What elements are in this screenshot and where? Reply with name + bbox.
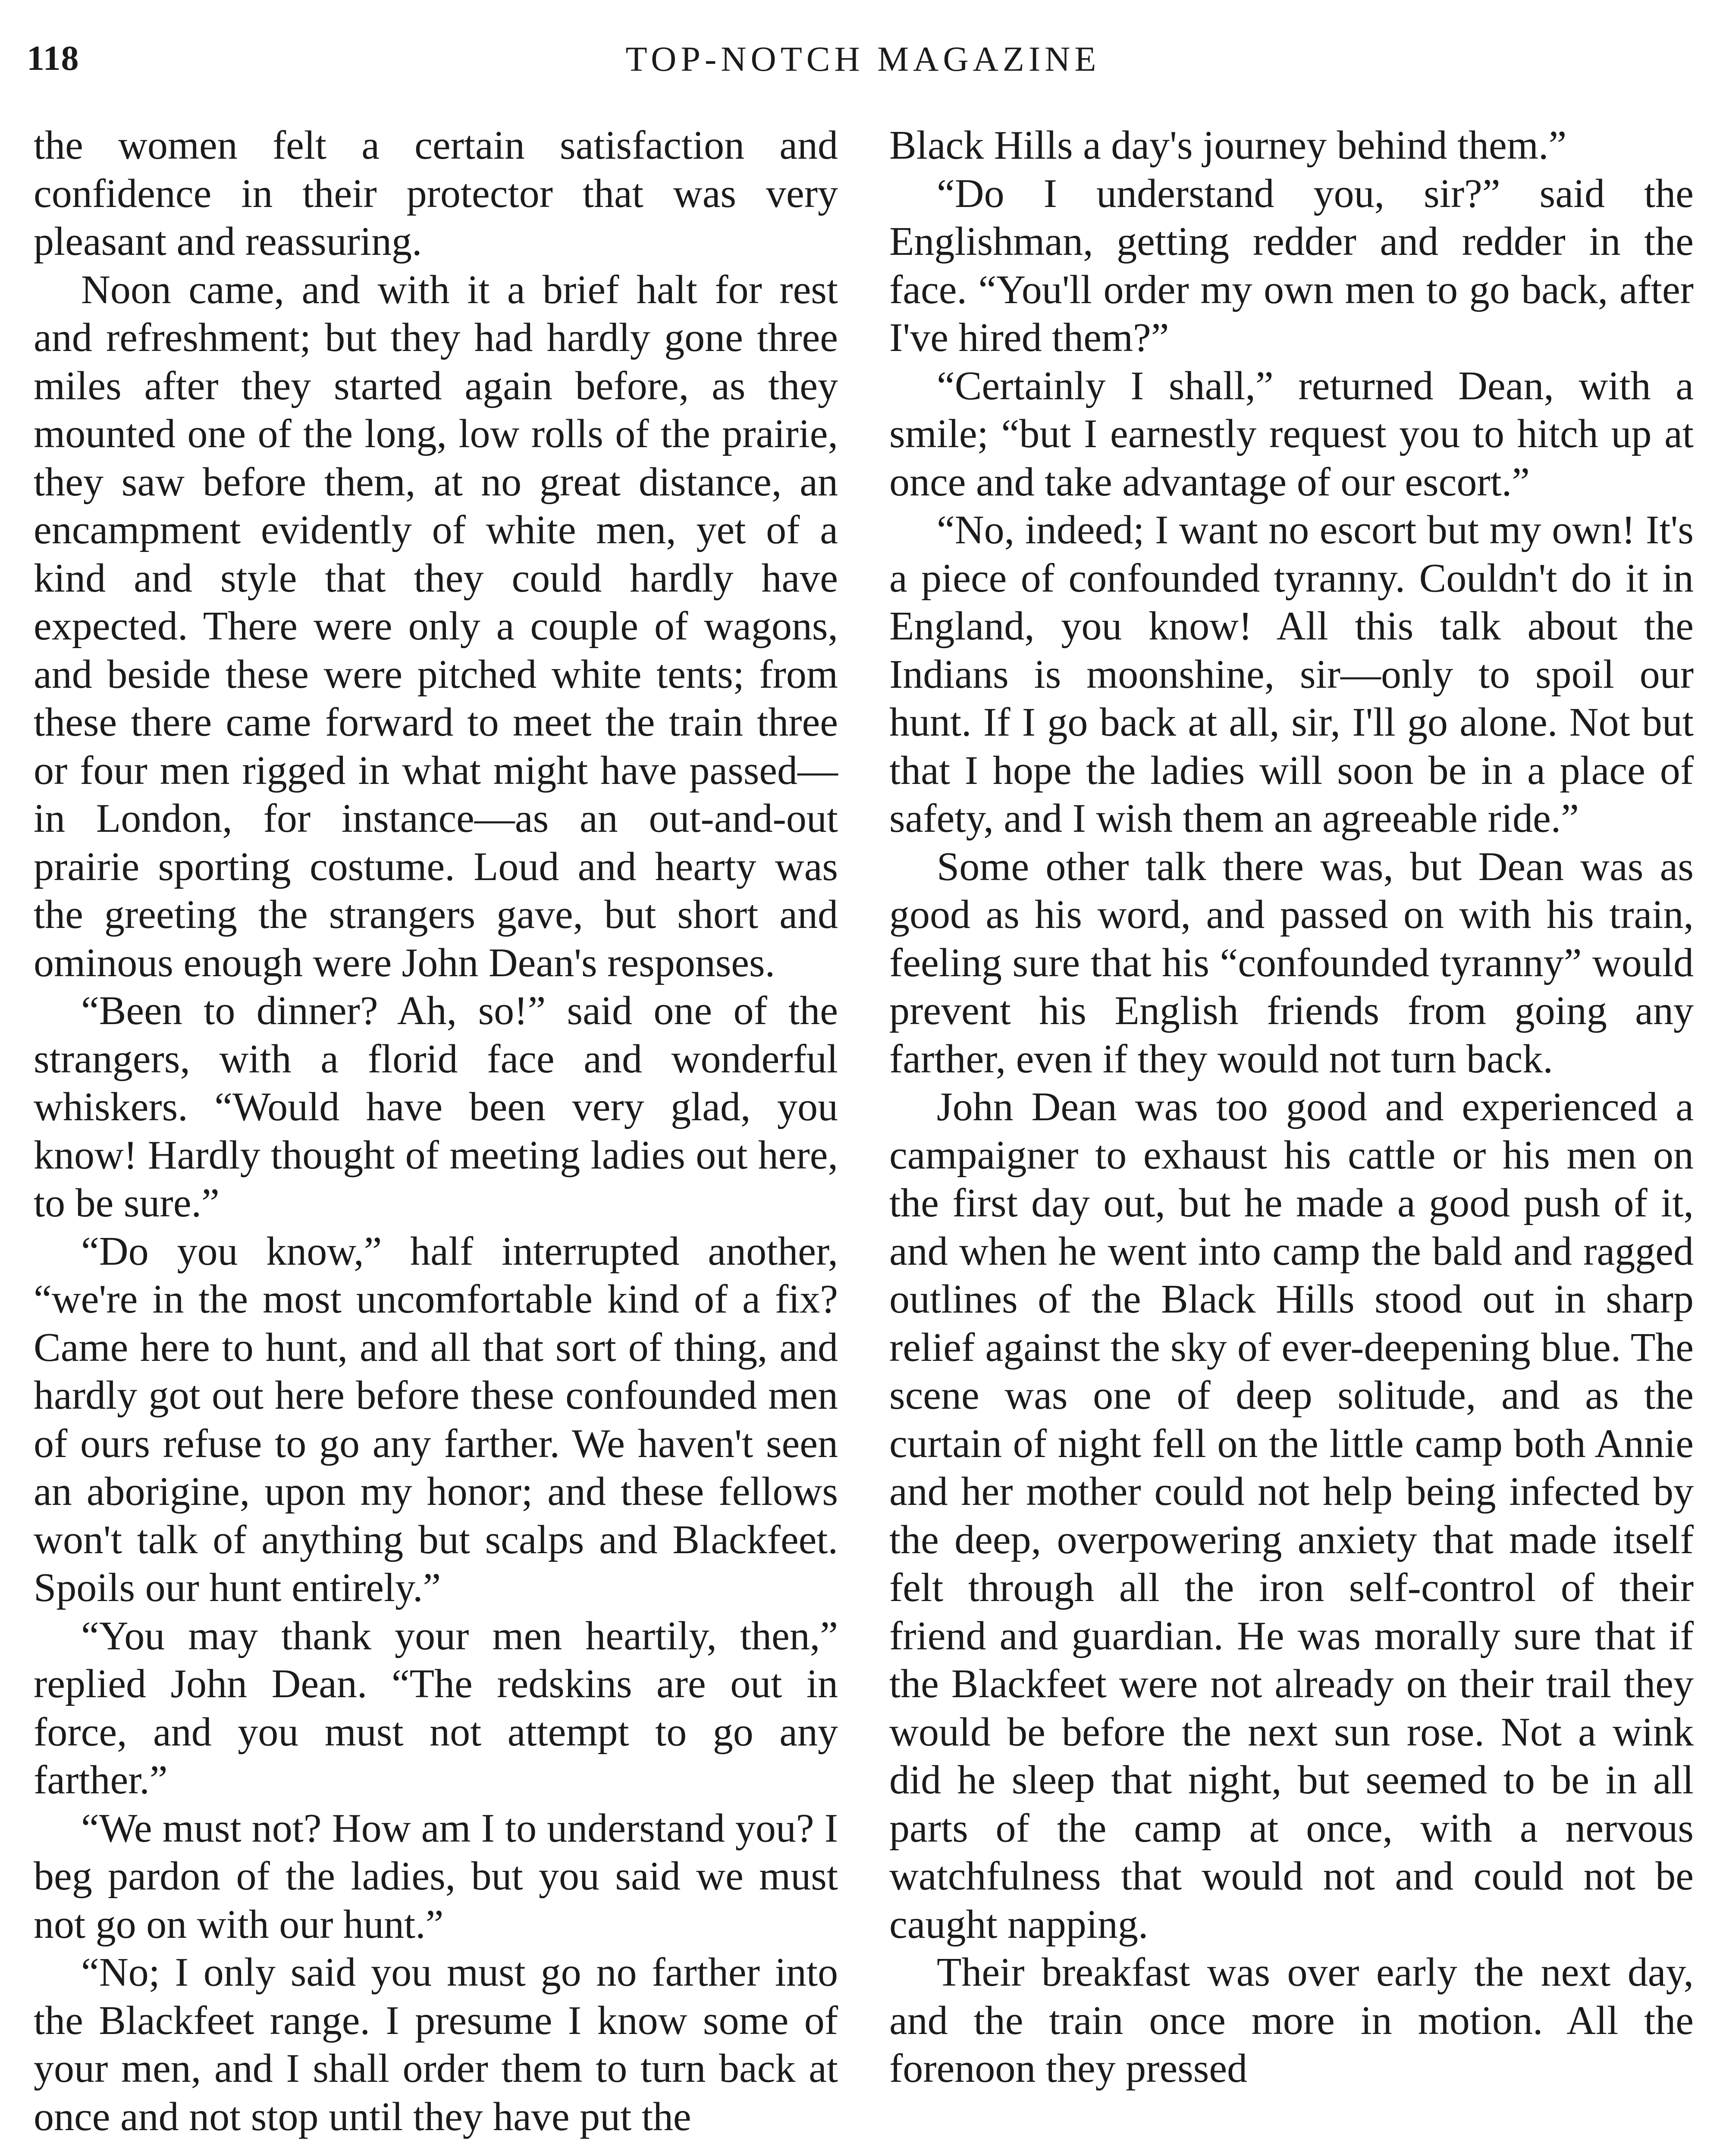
right-column xyxy=(889,122,1694,2093)
paragraph: “No; I only said you must go no farther into the Blackfeet range. I presume I know some of your men, and I shall order them to turn back at once and not stop until they have put the xyxy=(34,1950,838,2139)
paragraph: the women felt a certain satisfaction and confidence in their protector that was very pleasant and reassuring. xyxy=(34,123,838,264)
paragraph: Noon came, and with it a brief halt for rest and refreshment; but they had hardly gone three miles after they started again before, as they mounted one of the long, low rolls of the prairie, they saw before them, at no great distance, an encampment evidently of white men, yet of a kind and style that they could hardly have expected. There were only a couple of wagons, and beside these were pitched white tents; from these there came forward to meet the train three or four men rigged in what might have passed—in London, for instance—as an out-and-out prairie sporting costume. Loud and hearty was the greeting the strangers gave, but short and ominous enough were John Dean's responses. xyxy=(34,267,838,985)
paragraph: “Been to dinner? Ah, so!” said one of the strangers, with a florid face and wonderful whiskers. “Would have been very glad, you know! Hardly thought of meeting ladies out here, to be sure.” xyxy=(34,988,838,1225)
running-title: TOP-NOTCH MAGAZINE xyxy=(625,39,1101,78)
paragraph: “You may thank your men heartily, then,” replied John Dean. “The redskins are out in force, and you must not attempt to go any farther.” xyxy=(34,1613,838,1802)
paragraph: John Dean was too good and experienced a campaigner to exhaust his cattle or his men on the first day out, but he made a good push of it, and when he went into camp the bald and ragged outlines of the Black Hills stood out in sharp relief against the sky of ever-deepening blue. The scene was one of deep solitude, and as the curtain of night fell on the little camp both Annie and her mother could not help being infected by the deep, overpowering anxiety that made itself felt through all the iron self-control of their friend and guardian. He was morally sure that if the Blackfeet were not already on their trail they would be before the next sun rose. Not a wink did he sleep that night, but seemed to be in all parts of the camp at once, with a nervous watchfulness that would not and could not be caught napping. xyxy=(889,1084,1694,1947)
paragraph: “No, indeed; I want no escort but my own! It's a piece of confounded tyranny. Couldn't do it in England, you know! All this talk about the Indians is moonshine, sir—only to spoil our hunt. If I go back at all, sir, I'll go alone. Not but that I hope the ladies will soon be in a place of safety, and I wish them an agreeable ride.” xyxy=(889,508,1694,841)
paragraph: Black Hills a day's journey behind them.” xyxy=(889,123,1567,168)
left-column xyxy=(34,122,838,2141)
paragraph: Some other talk there was, but Dean was as good as his word, and passed on with his train, feeling sure that his “confounded tyranny” would prevent his English friends from going any farther, even if they would not turn back. xyxy=(889,844,1694,1081)
paragraph: “Do you know,” half interrupted another, “we're in the most uncomfortable kind of a fix? Came here to hunt, and all that sort of thing, and hardly got out here before these confounded men of ours refuse to go any farther. We haven't seen an aborigine, upon my honor; and these fellows won't talk of anything but scalps and Blackfeet. Spoils our hunt entirely.” xyxy=(34,1228,838,1610)
page-header xyxy=(27,38,1699,85)
paragraph: Their breakfast was over early the next day, and the train once more in motion. All the forenoon they pressed xyxy=(889,1950,1694,2091)
paragraph: “Do I understand you, sir?” said the Englishman, getting redder and redder in the face. “You'll order my own men to go back, after I've hired them?” xyxy=(889,171,1694,360)
paragraph: “We must not? How am I to understand you? I beg pardon of the ladies, but you said we must not go on with our hunt.” xyxy=(34,1805,838,1947)
page-number: 118 xyxy=(27,38,79,78)
paragraph: “Certainly I shall,” returned Dean, with a smile; “but I earnestly request you to hitch up at once and take advantage of our escort.” xyxy=(889,363,1694,505)
